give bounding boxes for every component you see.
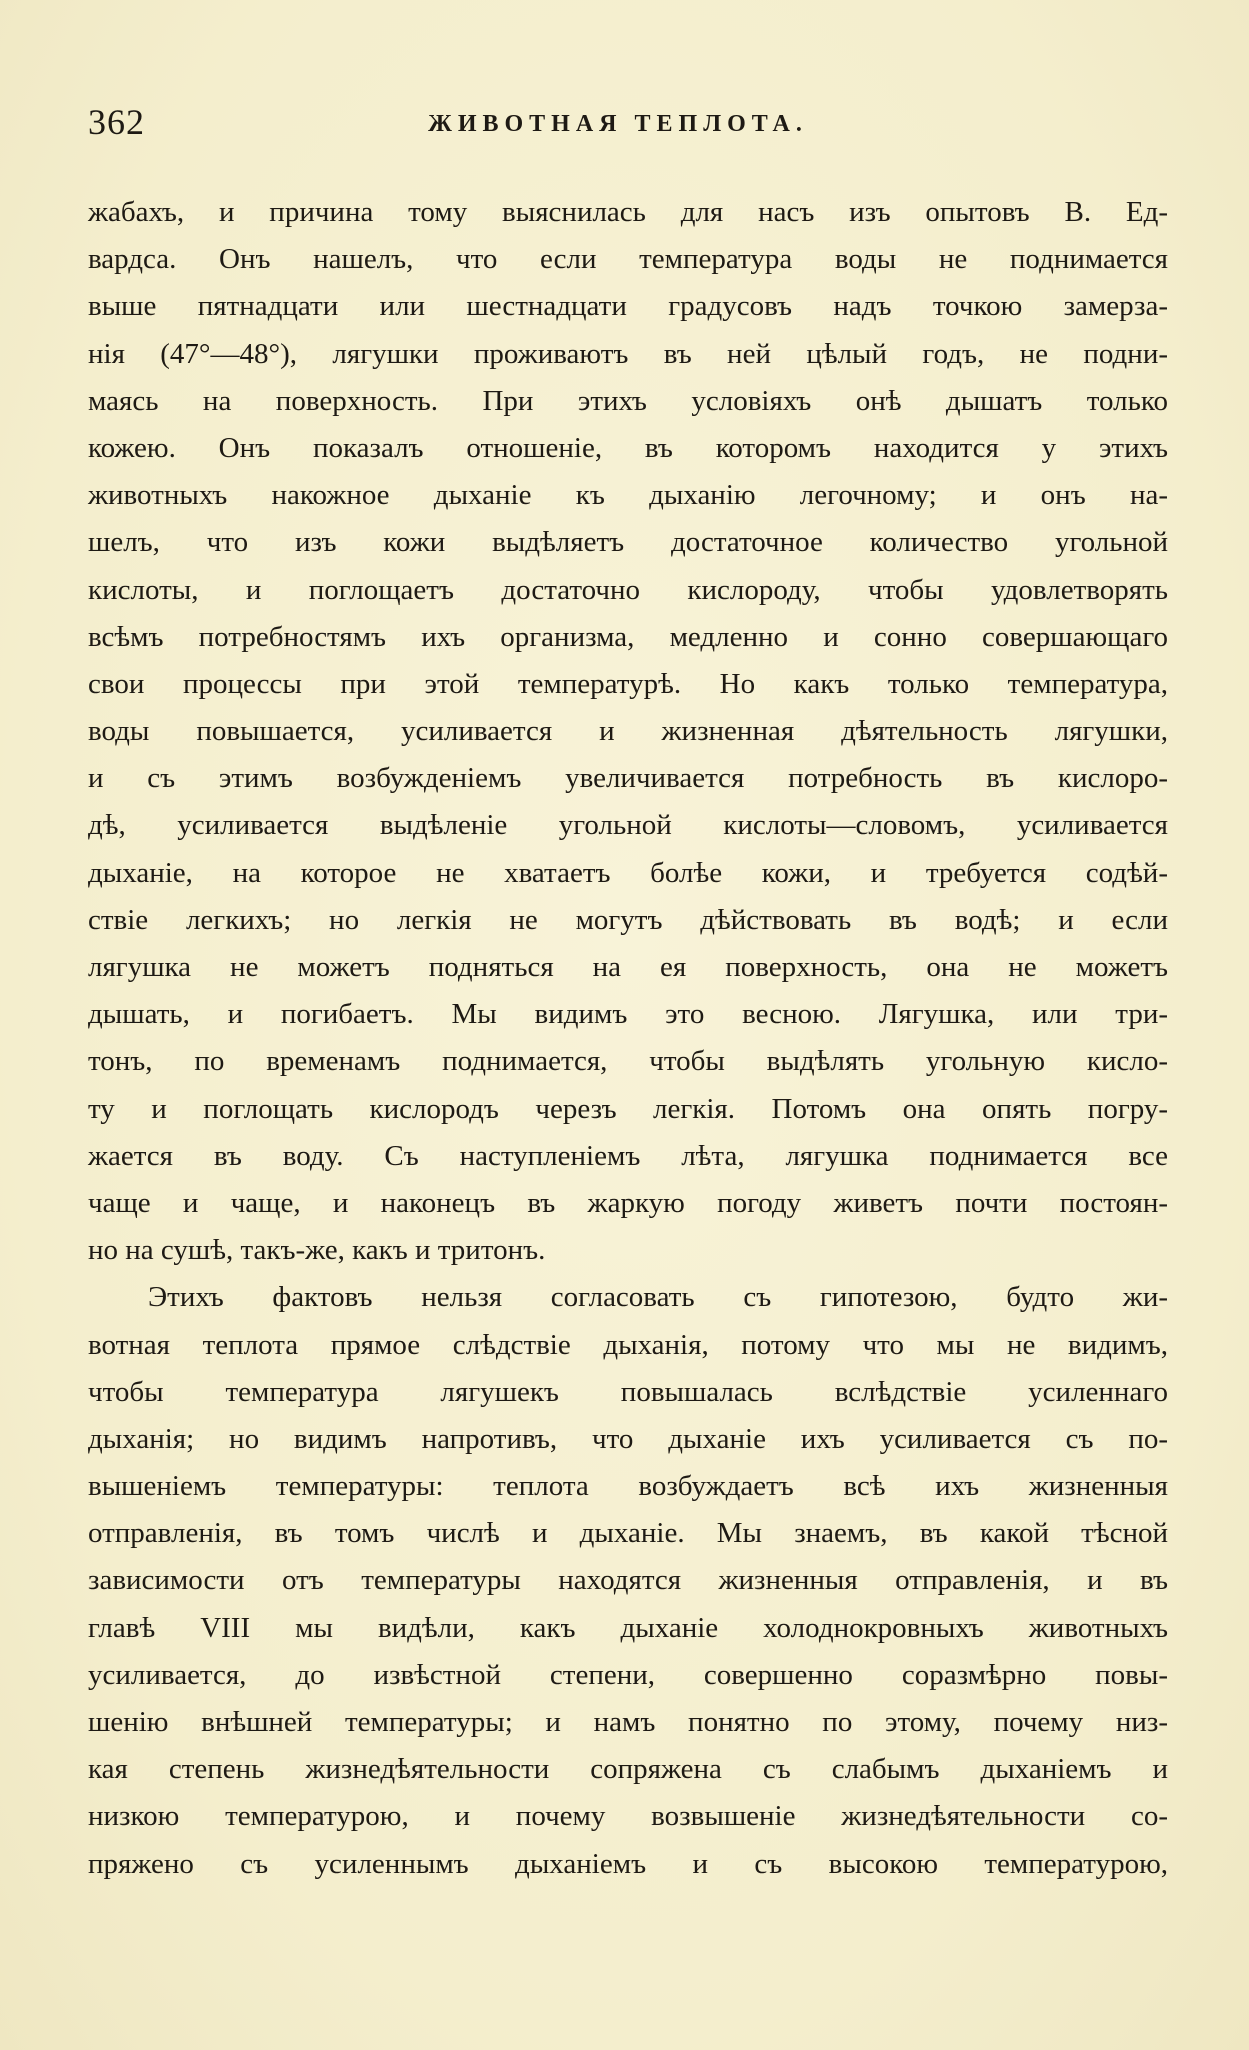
text-line: и съ этимъ возбужденіемъ увеличивается потребность въ кислоро- xyxy=(88,762,1168,795)
text-line: усиливается, до извѣстной степени, совершенно соразмѣрно повы- xyxy=(88,1658,1168,1691)
text-line: отправленія, въ томъ числѣ и дыханіе. Мы знаемъ, въ какой тѣсной xyxy=(88,1517,1168,1550)
text-line: жается въ воду. Съ наступленіемъ лѣта, лягушка поднимается все xyxy=(88,1139,1168,1172)
text-line: ствіе легкихъ; но легкія не могутъ дѣйствовать въ водѣ; и если xyxy=(88,903,1168,936)
text-line: воды повышается, усиливается и жизненная дѣятельность лягушки, xyxy=(88,715,1168,748)
text-line: шелъ, что изъ кожи выдѣляетъ достаточное количество угольной xyxy=(88,526,1168,559)
text-line: выше пятнадцати или шестнадцати градусовъ надъ точкою замерза- xyxy=(88,290,1168,323)
text-line: кислоты, и поглощаетъ достаточно кислороду, чтобы удовлетворять xyxy=(88,573,1168,606)
text-line: низкою температурою, и почему возвышеніе жизнедѣятельности со- xyxy=(88,1800,1168,1833)
text-line: маясь на поверхность. При этихъ условіяхъ онѣ дышатъ только xyxy=(88,384,1168,417)
page-header xyxy=(88,100,1148,144)
paragraph-start-line: Этихъ фактовъ нельзя согласовать съ гипотезою, будто жи- xyxy=(148,1281,1168,1314)
text-line: нія (47°—48°), лягушки проживаютъ въ ней цѣлый годъ, не подни- xyxy=(88,337,1168,370)
text-line: вардса. Онъ нашелъ, что если температура воды не поднимается xyxy=(88,243,1168,276)
text-line: шенію внѣшней температуры; и намъ понятно по этому, почему низ- xyxy=(88,1706,1168,1738)
text-line: всѣмъ потребностямъ ихъ организма, медленно и сонно совершающаго xyxy=(88,620,1168,653)
text-line: дыханія; но видимъ напротивъ, что дыханіе ихъ усиливается съ по- xyxy=(88,1422,1168,1455)
text-line: главѣ VIII мы видѣли, какъ дыханіе холоднокровныхъ животныхъ xyxy=(88,1611,1168,1644)
page-number: 362 xyxy=(88,102,145,142)
text-line: жабахъ, и причина тому выяснилась для насъ изъ опытовъ В. Ед- xyxy=(88,196,1168,228)
text-line: дѣ, усиливается выдѣленіе угольной кислоты—словомъ, усиливается xyxy=(88,809,1168,842)
text-line: дышать, и погибаетъ. Мы видимъ это весною. Лягушка, или три- xyxy=(88,998,1168,1031)
running-title: ЖИВОТНАЯ ТЕПЛОТА. xyxy=(428,111,808,137)
text-line: чтобы температура лягушекъ повышалась вслѣдствіе усиленнаго xyxy=(88,1375,1168,1408)
paragraph-end-line: но на сушѣ, такъ-же, какъ и тритонъ. xyxy=(88,1234,546,1267)
body-text xyxy=(88,189,1168,1888)
text-line: животныхъ накожное дыханіе къ дыханію легочному; и онъ на- xyxy=(88,479,1168,512)
text-line: лягушка не можетъ подняться на ея поверхность, она не можетъ xyxy=(88,951,1168,983)
text-line: ту и поглощать кислородъ черезъ легкія. Потомъ она опять погру- xyxy=(88,1092,1168,1125)
text-line: кая степень жизнедѣятельности сопряжена съ слабымъ дыханіемъ и xyxy=(88,1753,1168,1786)
text-line: зависимости отъ температуры находятся жизненныя отправленія, и въ xyxy=(88,1564,1168,1597)
text-line: вотная теплота прямое слѣдствіе дыханія, потому что мы не видимъ, xyxy=(88,1328,1168,1361)
text-line: свои процессы при этой температурѣ. Но какъ только температура, xyxy=(88,667,1168,700)
text-line: пряжено съ усиленнымъ дыханіемъ и съ высокою температурою, xyxy=(88,1847,1168,1880)
text-line: кожею. Онъ показалъ отношеніе, въ которомъ находится у этихъ xyxy=(88,431,1168,464)
text-line: тонъ, по временамъ поднимается, чтобы выдѣлять угольную кисло- xyxy=(88,1045,1168,1078)
text-line: вышеніемъ температуры: теплота возбуждаетъ всѣ ихъ жизненныя xyxy=(88,1470,1168,1503)
text-line: чаще и чаще, и наконецъ въ жаркую погоду живетъ почти постоян- xyxy=(88,1186,1168,1219)
text-line: дыханіе, на которое не хватаетъ болѣе кожи, и требуется содѣй- xyxy=(88,856,1168,889)
